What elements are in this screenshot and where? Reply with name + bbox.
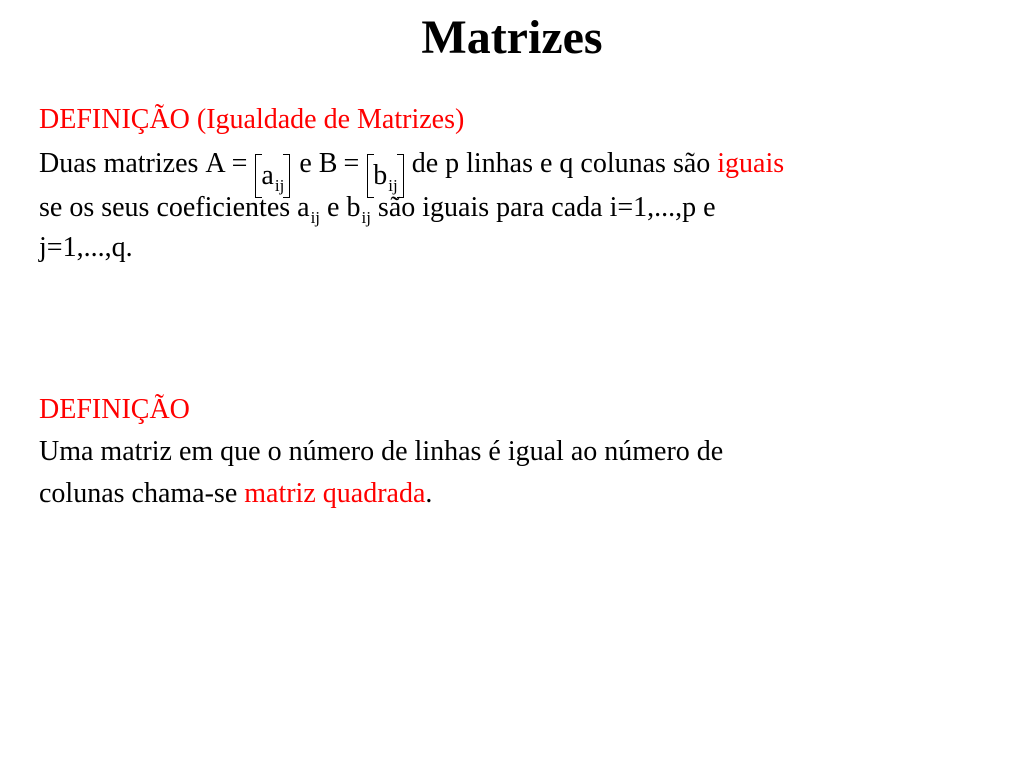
definition-equality-line1 (39, 148, 784, 198)
equals-sign: = (231, 148, 248, 179)
definition-equality-line3: j=1,...,q. (39, 232, 133, 263)
definition-equality-line2 (39, 192, 716, 227)
subscript-ij: ij (361, 208, 371, 227)
text-chama-se: colunas chama-se (39, 478, 245, 509)
entry-b: b (346, 192, 361, 223)
definition-square-line2 (39, 478, 432, 510)
entry-a: a (297, 192, 310, 223)
conjunction-e: e (327, 192, 340, 223)
entry-a: a (261, 160, 274, 191)
subscript-ij: ij (310, 208, 321, 227)
highlight-matriz-quadrada: matriz quadrada (244, 478, 426, 509)
symbol-b: B (318, 148, 338, 179)
definition-square-line1: Uma matriz em que o número de linhas é igual ao número de (39, 436, 724, 467)
period: . (425, 478, 433, 509)
subscript-ij: ij (274, 176, 285, 195)
definition-square-heading: DEFINIÇÃO (39, 394, 190, 425)
text-coeficientes: se os seus coeficientes (39, 192, 298, 223)
conjunction-e: e (299, 148, 312, 179)
equals-sign: = (343, 148, 360, 179)
entry-b: b (373, 160, 388, 191)
slide-title: Matrizes (421, 11, 603, 64)
subscript-ij: ij (388, 176, 398, 195)
symbol-a: A (205, 148, 226, 179)
highlight-iguais: iguais (717, 148, 785, 179)
text-sao-iguais: são iguais para cada i=1,...,p e (377, 192, 716, 223)
text-linhas-colunas: de p linhas e q colunas são (411, 148, 718, 179)
matrix-b-expression (319, 148, 406, 198)
matrix-a-expression (205, 148, 292, 198)
text-duas-matrizes: Duas matrizes (39, 148, 206, 179)
definition-equality-heading: DEFINIÇÃO (Igualdade de Matrizes) (39, 104, 465, 135)
